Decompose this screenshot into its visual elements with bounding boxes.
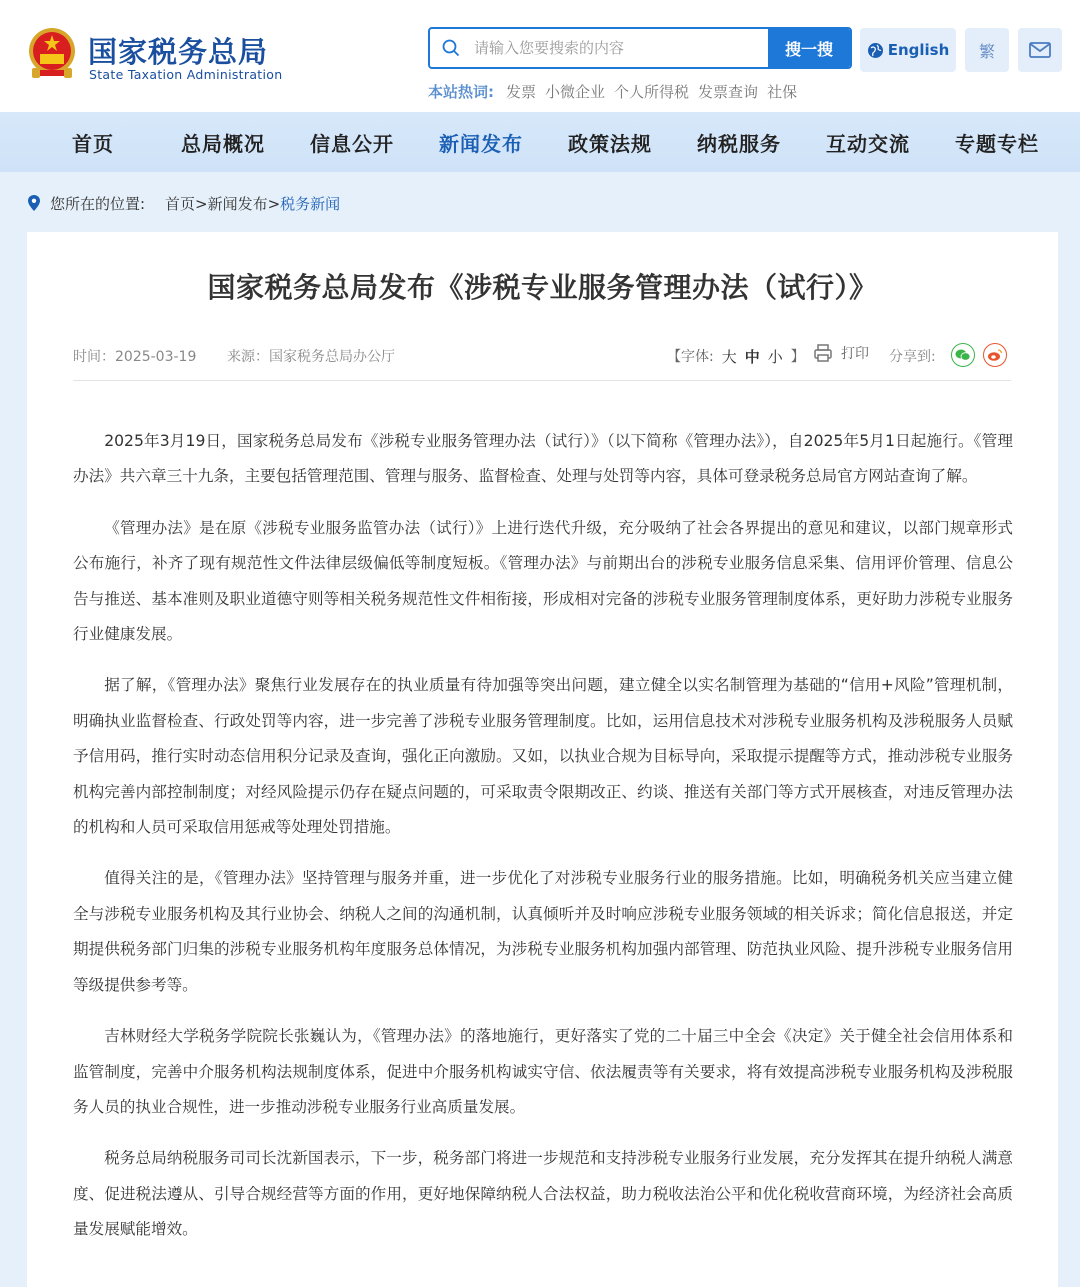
font-size-control [667, 346, 805, 367]
mail-button[interactable] [1018, 28, 1062, 72]
article-title: 国家税务总局发布《涉税专业服务管理办法（试行）》 [207, 271, 878, 304]
mail-icon [1029, 42, 1051, 58]
weibo-icon [987, 348, 1003, 362]
national-emblem-icon[interactable] [26, 26, 78, 80]
article-paragraph: 据了解，《管理办法》聚焦行业发展存在的执业质量有待加强等突出问题，建立健全以实名制管理为基础的“信用+风险”管理机制，明确执业监督检查、行政处罚等内容，进一步完善了涉税专业服务管理制度。比如，运用信息技术对涉税专业服务机构及涉税服务人员赋予信用码，推行实时动态信用积分记录及查询，强化正向激励。又如，以执业合规为目标导向，采取提示提醒等方式，推动涉税专业服务机构完善内部控制制度；对经风险提示仍存在疑点问题的，可采取责令限期改正、约谈、推送有关部门等方式开展核查，对违反管理办法的机构和人员可采取信用惩戒等处理处罚措施。 [73, 676, 1013, 837]
search-icon [442, 39, 460, 57]
nav-item-tax-service[interactable]: 纳税服务 [697, 132, 781, 156]
font-size-large[interactable]: 大 [721, 348, 737, 366]
location-pin-icon [27, 194, 41, 212]
breadcrumb-links[interactable]: 首页>新闻发布> [165, 195, 281, 213]
nav-item-news[interactable]: 新闻发布 [439, 132, 523, 156]
print-button[interactable] [813, 343, 869, 363]
font-size-close: 】 [790, 349, 805, 365]
hot-words-list [506, 81, 797, 102]
site-header [0, 0, 1080, 112]
meta-divider [73, 380, 1011, 381]
breadcrumb-trail [165, 193, 340, 214]
font-size-small[interactable]: 小 [767, 348, 783, 366]
brand-name-cn[interactable]: 国家税务总局 [88, 35, 269, 69]
publish-time: 时间：2025-03-19 [73, 349, 197, 365]
wechat-icon [955, 348, 971, 362]
traditional-chinese-button[interactable]: 繁 [965, 28, 1009, 72]
breadcrumb-label: 您所在的位置: [50, 195, 146, 213]
share-wechat-button[interactable] [951, 343, 975, 367]
nav-item-info-disclosure[interactable]: 信息公开 [310, 132, 394, 156]
hot-word-link[interactable]: 发票查询 [698, 83, 759, 101]
nav-item-overview[interactable]: 总局概况 [181, 132, 265, 156]
article-panel [27, 232, 1058, 1287]
search-input[interactable] [474, 29, 764, 67]
article-body [73, 424, 1013, 1264]
globe-icon [867, 42, 884, 59]
hot-words-label: 本站热词: [428, 83, 494, 101]
font-size-label: 【字体: [667, 349, 714, 365]
english-label: English [887, 41, 950, 59]
nav-item-policy[interactable]: 政策法规 [568, 132, 652, 156]
nav-item-home[interactable]: 首页 [72, 132, 114, 156]
article-paragraph: 《管理办法》是在原《涉税专业服务监管办法（试行）》上进行迭代升级，充分吸纳了社会各界提出的意见和建议，以部门规章形式公布施行，补齐了现有规范性文件法律层级偏低等制度短板。《管理办法》与前期出台的涉税专业服务信息采集、信用评价管理、信息公告与推送、基本准则及职业道德守则等相关税务规范性文件相衔接，形成相对完备的涉税专业服务管理制度体系，更好助力涉税专业服务行业健康发展。 [73, 518, 1013, 644]
main-nav [0, 112, 1080, 172]
breadcrumb-current[interactable]: 税务新闻 [280, 195, 341, 213]
article-source: 来源：国家税务总局办公厅 [227, 349, 395, 365]
font-size-medium[interactable]: 中 [744, 348, 760, 366]
share-label: 分享到: [889, 349, 936, 365]
hot-word-link[interactable]: 发票 [506, 83, 537, 101]
share-weibo-button[interactable] [983, 343, 1007, 367]
hot-word-link[interactable]: 社保 [767, 83, 798, 101]
nav-item-topics[interactable]: 专题专栏 [955, 132, 1039, 156]
print-label: 打印 [841, 346, 869, 362]
printer-icon [813, 343, 833, 363]
search-box [428, 27, 852, 69]
article-paragraph: 吉林财经大学税务学院院长张巍认为，《管理办法》的落地施行，更好落实了党的二十届三中全会《决定》关于健全社会信用体系和监管制度，完善中介服务机构法规制度体系，促进中介服务机构诚实守信、依法履责等有关要求，将有效提高涉税专业服务机构及涉税服务人员的执业合规性，进一步推动涉税专业服务行业高质量发展。 [73, 1027, 1013, 1116]
hot-word-link[interactable]: 小微企业 [545, 83, 606, 101]
article-paragraph: 2025年3月19日，国家税务总局发布《涉税专业服务管理办法（试行）》（以下简称《管理办法》），自2025年5月1日起施行。《管理办法》共六章三十九条，主要包括管理范围、管理与服务、监督检查、处理与处罚等内容，具体可登录税务总局官方网站查询了解。 [73, 432, 1013, 486]
english-version-button[interactable] [860, 28, 956, 72]
hot-word-link[interactable]: 个人所得税 [614, 83, 690, 101]
article-paragraph: 值得关注的是，《管理办法》坚持管理与服务并重，进一步优化了对涉税专业服务行业的服务措施。比如，明确税务机关应当建立健全与涉税专业服务机构及其行业协会、纳税人之间的沟通机制，认真倾听并及时响应涉税专业服务领域的相关诉求；简化信息报送，并定期提供税务部门归集的涉税专业服务机构年度服务总体情况，为涉税专业服务机构加强内部管理、防范执业风险、提升涉税专业服务信用等级提供参考等。 [73, 869, 1013, 994]
nav-item-interaction[interactable]: 互动交流 [826, 132, 910, 156]
brand-name-en[interactable]: State Taxation Administration [89, 67, 283, 82]
breadcrumb [0, 172, 1080, 232]
search-button[interactable]: 搜一搜 [768, 29, 850, 67]
article-paragraph: 税务总局纳税服务司司长沈新国表示，下一步，税务部门将进一步规范和支持涉税专业服务行业发展，充分发挥其在提升纳税人满意度、促进税法遵从、引导合规经营等方面的作用，更好地保障纳税人合法权益，助力税收法治公平和优化税收营商环境，为经济社会高质量发展赋能增效。 [73, 1149, 1013, 1239]
